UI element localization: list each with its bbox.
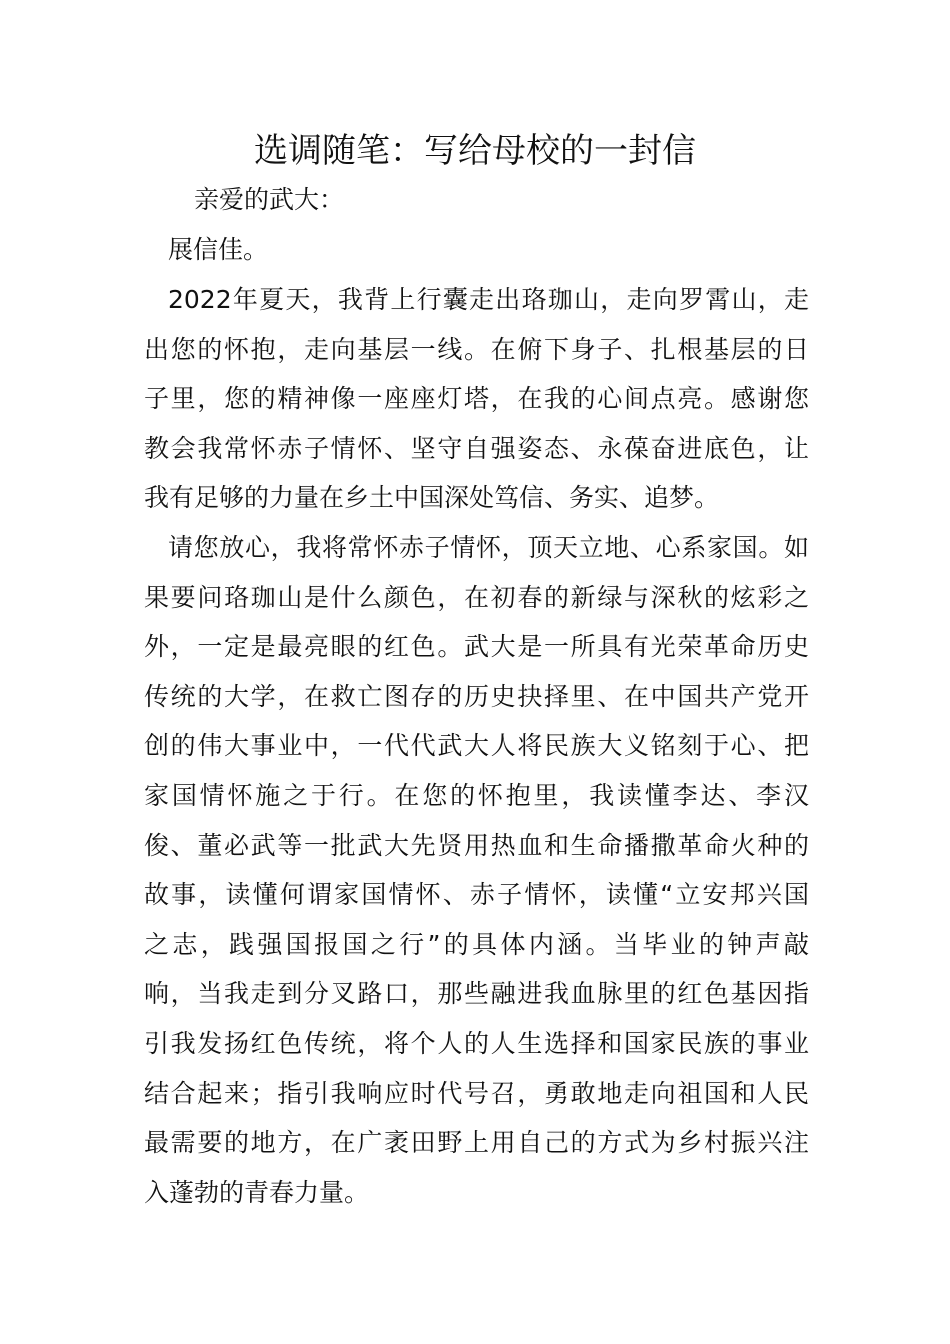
paragraph-line: 请您放心，我将常怀赤子情怀，顶天立地、心系家国。如	[168, 533, 809, 562]
document-title: 选调随笔：写给母校的一封信	[254, 131, 696, 171]
letter-greeting: 亲爱的武大：	[194, 185, 345, 214]
paragraph-line: 之志，践强国报国之行”的具体内涵。当毕业的钟声敲	[144, 930, 809, 959]
paragraph-line: 传统的大学，在救亡图存的历史抉择里、在中国共产党开	[144, 682, 809, 711]
paragraph-line: 响，当我走到分叉路口，那些融进我血脉里的红色基因指	[144, 979, 809, 1008]
paragraph-line: 家国情怀施之于行。在您的怀抱里，我读懂李达、李汉	[144, 781, 809, 810]
paragraph-line: 入蓬勃的青春力量。	[144, 1178, 370, 1207]
paragraph-line: 2022年夏天，我背上行囊走出珞珈山，走向罗霄山，走	[168, 285, 809, 314]
paragraph-line: 子里，您的精神像一座座灯塔，在我的心间点亮。感谢您	[144, 384, 809, 413]
paragraph-line: 俊、董必武等一批武大先贤用热血和生命播撒革命火种的	[144, 831, 809, 860]
paragraph-line: 结合起来；指引我响应时代号召，勇敢地走向祖国和人民	[144, 1079, 809, 1108]
paragraph-line: 我有足够的力量在乡土中国深处笃信、务实、追梦。	[144, 483, 720, 512]
paragraph-line: 最需要的地方，在广袤田野上用自己的方式为乡村振兴注	[144, 1128, 809, 1157]
paragraph-line: 外，一定是最亮眼的红色。武大是一所具有光荣革命历史	[144, 632, 809, 661]
paragraph-line: 出您的怀抱，走向基层一线。在俯下身子、扎根基层的日	[144, 335, 809, 364]
paragraph-line: 创的伟大事业中，一代代武大人将民族大义铭刻于心、把	[144, 731, 809, 760]
letter-salutation: 展信佳。	[168, 235, 269, 264]
paragraph-line: 故事，读懂何谓家国情怀、赤子情怀，读懂“立安邦兴国	[144, 880, 809, 909]
paragraph-line: 引我发扬红色传统，将个人的人生选择和国家民族的事业	[144, 1029, 809, 1058]
paragraph-line: 教会我常怀赤子情怀、坚守自强姿态、永葆奋进底色，让	[144, 434, 809, 463]
paragraph-line: 果要问珞珈山是什么颜色，在初春的新绿与深秋的炫彩之	[144, 583, 809, 612]
